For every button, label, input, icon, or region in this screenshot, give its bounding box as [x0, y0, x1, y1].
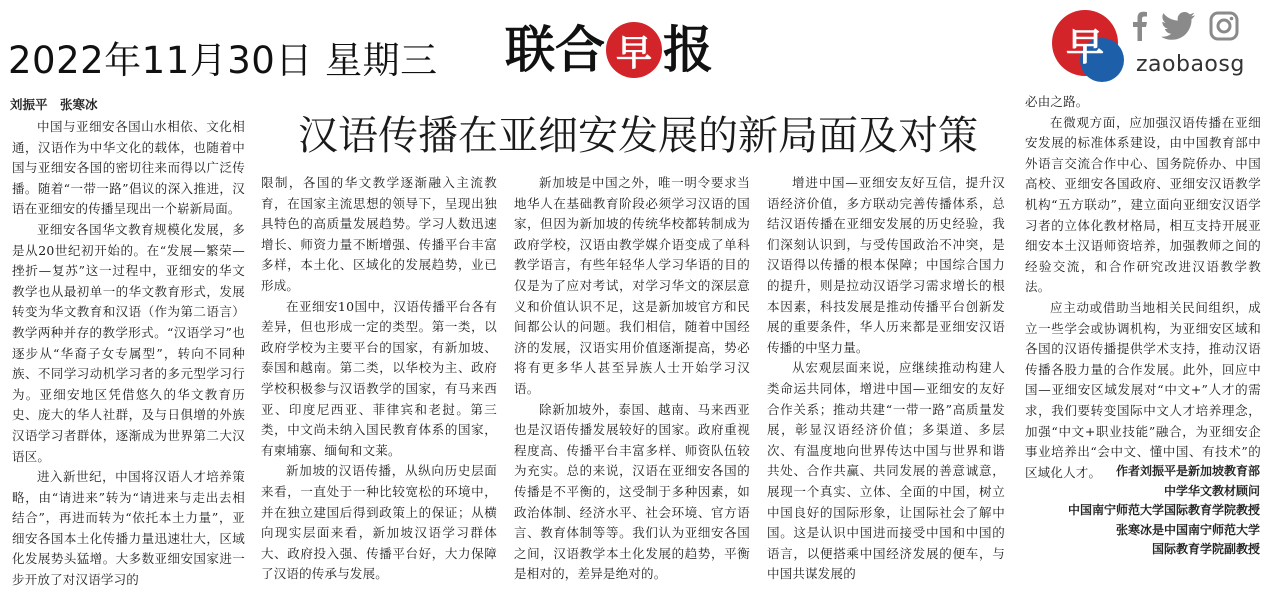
paragraph: 亚细安各国华文教育规模化发展，多是从20世纪初开始的。在“发展—繁荣—挫折—复苏”这一过程中，亚细安的华文教学也从最初单一的华文教育形式，发展转变为华文教育和汉语（作为第二语言）教学两种并存的教学形式。“汉语学习”也逐步从“华裔子女专属型”，转向不同种族、不同学习动机学习者的多元型学习行为。亚细安地区凭借悠久的华文教育历史、庞大的华人社群，及与日俱增的外族汉语学习者群体，逐渐成为世界第二大汉语区。 [12, 221, 245, 464]
twitter-icon[interactable] [1161, 12, 1195, 44]
facebook-icon[interactable] [1133, 11, 1147, 45]
publication-date: 2022年11月30日 星期三 [8, 39, 438, 82]
logo-char: 早 [1065, 24, 1104, 69]
author-note [1020, 462, 1260, 560]
paragraph: 应主动或借助当地相关民间组织，成立一些学会或协调机构，为亚细安区域和各国的汉语传播提供学术支持，推动汉语传播各股力量的合作发展。此外，回应中国—亚细安区域发展对“中文+”人才的需求，我们要转变国际中文人才培养理念，加强“中文+职业技能”融合，为亚细安企事业培养出“会中文、懂中国、有技术”的区域化人才。 [1025, 299, 1261, 480]
paragraph: 在亚细安10国中，汉语传播平台各有差异，但也形成一定的类型。第一类，以政府学校为主要平台的国家，有新加坡、泰国和越南。第二类，以华校为主、政府学校积极参与汉语教学的国家，有马来西亚、印度尼西亚、菲律宾和老挝。第三类，中文尚未纳入国民教育体系的国家，有柬埔寨、缅甸和文莱。 [261, 298, 497, 458]
author-note-line: 作者刘振平是新加坡教育部 [1115, 464, 1260, 478]
article-column-4 [767, 173, 1005, 582]
newspaper-masthead [505, 14, 745, 86]
paragraph: 新加坡是中国之外，唯一明令要求当地华人在基础教育阶段必须学习汉语的国家，但因为新加坡的传统华校都转制成为政府学校，汉语由教学媒介语变成了单科教学语言，有些年轻华人学习华语的目的仅是为了应对考试，对学习华文的深层意义和价值认识不足，这是新加坡官方和民间都公认的问题。我们相信，随着中国经济的发展，汉语实用价值逐渐提高，势必将有更多华人甚至异族人士开始学习汉语。 [514, 175, 750, 396]
article-column-5 [1025, 92, 1261, 480]
social-icons [1133, 11, 1239, 45]
paragraph: 从宏观层面来说，应继续推动构建人类命运共同体，增进中国—亚细安的友好合作关系；推动共建“一带一路”高质量发展，彰显汉语经济价值；多渠道、多层次、有温度地向世界传达中国与世界和谐共处、合作共赢、共同发展的善意诚意，展现一个真实、立体、全面的中国，树立中国良好的国际形象，让国际社会了解中国。这是认识中国进而接受中国和中国的语言，以便搭乘中国经济发展的便车，与中国共谋发展的 [767, 360, 1005, 582]
instagram-icon[interactable] [1209, 11, 1239, 45]
article-headline: 汉语传播在亚细安发展的新局面及对策 [298, 113, 978, 159]
byline: 刘振平 张寒冰 [10, 97, 98, 112]
paragraph: 必由之路。 [1025, 94, 1089, 109]
article-column-2 [261, 173, 497, 582]
paragraph: 限制，各国的华文教学逐渐融入主流教育，在国家主流思想的领导下，呈现出独具特色的高质量发展趋势。学习人数迅速增长、师资力量不断增强、传播平台丰富多样，本土化、区域化的发展趋势，业已形成。 [261, 175, 497, 293]
paragraph: 中国与亚细安各国山水相依、文化相通，汉语作为中华文化的载体，也随着中国与亚细安各国的密切往来而得以广泛传播。随着“一带一路”倡议的深入推进，汉语在亚细安的传播呈现出一个崭新局面。 [12, 119, 245, 217]
zaobao-logo-icon[interactable] [1052, 10, 1118, 76]
paragraph: 进入新世纪，中国将汉语人才培养策略，由“请进来”转为“请进来与走出去相结合”，再进而转为“依托本土力量”，亚细安各国本土化传播力量迅速壮大，区域化发展势头猛增。大多数亚细安国家进一步开放了对汉语学习的 [12, 469, 245, 588]
masthead-char-2: 合 [555, 20, 605, 79]
article-column-3 [514, 173, 750, 582]
paragraph: 除新加坡外，泰国、越南、马来西亚也是汉语传播发展较好的国家。政府重视程度高、传播平台丰富多样、师资队伍较为充实。总的来说，汉语在亚细安各国的传播是不平衡的，这受制于多种因素，如政治体制、经济水平、社会环境、官方语言、教育体制等等。我们认为亚细安各国之间，汉语教学本土化发展的趋势，平衡是相对的，差异是绝对的。 [514, 401, 750, 582]
masthead-char-1: 联 [505, 20, 555, 79]
article-column-1 [12, 117, 245, 588]
paragraph: 在微观方面，应加强汉语传播在亚细安发展的标准体系建设，由中国教育部中外语言交流合作中心、国务院侨办、中国高校、亚细安各国政府、亚细安汉语教学机构“五方联动”，建立面向亚细安汉语学习者的立体化教材格局，相互支持开展亚细安本土汉语师资培养，加强教师之间的经验交流，和合作研究改进汉语教学教法。 [1025, 114, 1261, 295]
author-note-line: 中国南宁师范大学国际教育学院教授 [1067, 503, 1260, 517]
social-handle[interactable]: zaobaosg [1136, 52, 1245, 77]
masthead-char-4: 报 [663, 20, 713, 79]
paragraph: 新加坡的汉语传播，从纵向历史层面来看，一直处于一种比较宽松的环境中，并在独立建国后得到政策上的保证；从横向现实层面来看，新加坡汉语学习群体大、政府投入强、传播平台好，大力保障了汉语的传承与发展。 [261, 463, 497, 582]
masthead-char-3: 早 [606, 22, 662, 78]
author-note-line: 中学华文教材顾问 [1163, 483, 1260, 498]
author-note-line: 国际教育学院副教授 [1151, 542, 1260, 556]
paragraph: 增进中国—亚细安友好互信，提升汉语经济价值，多方联动完善传播体系，总结汉语传播在亚细安发展的历史经验，我们深刻认识到，与受传国政治不冲突，是汉语得以传播的根本保障；中国综合国力的提升，则是拉动汉语学习需求增长的根本因素，科技发展是推动传播平台创新发展的重要条件，华人历来都是亚细安汉语传播的中坚力量。 [767, 175, 1005, 355]
author-note-line: 张寒冰是中国南宁师范大学 [1115, 522, 1260, 537]
